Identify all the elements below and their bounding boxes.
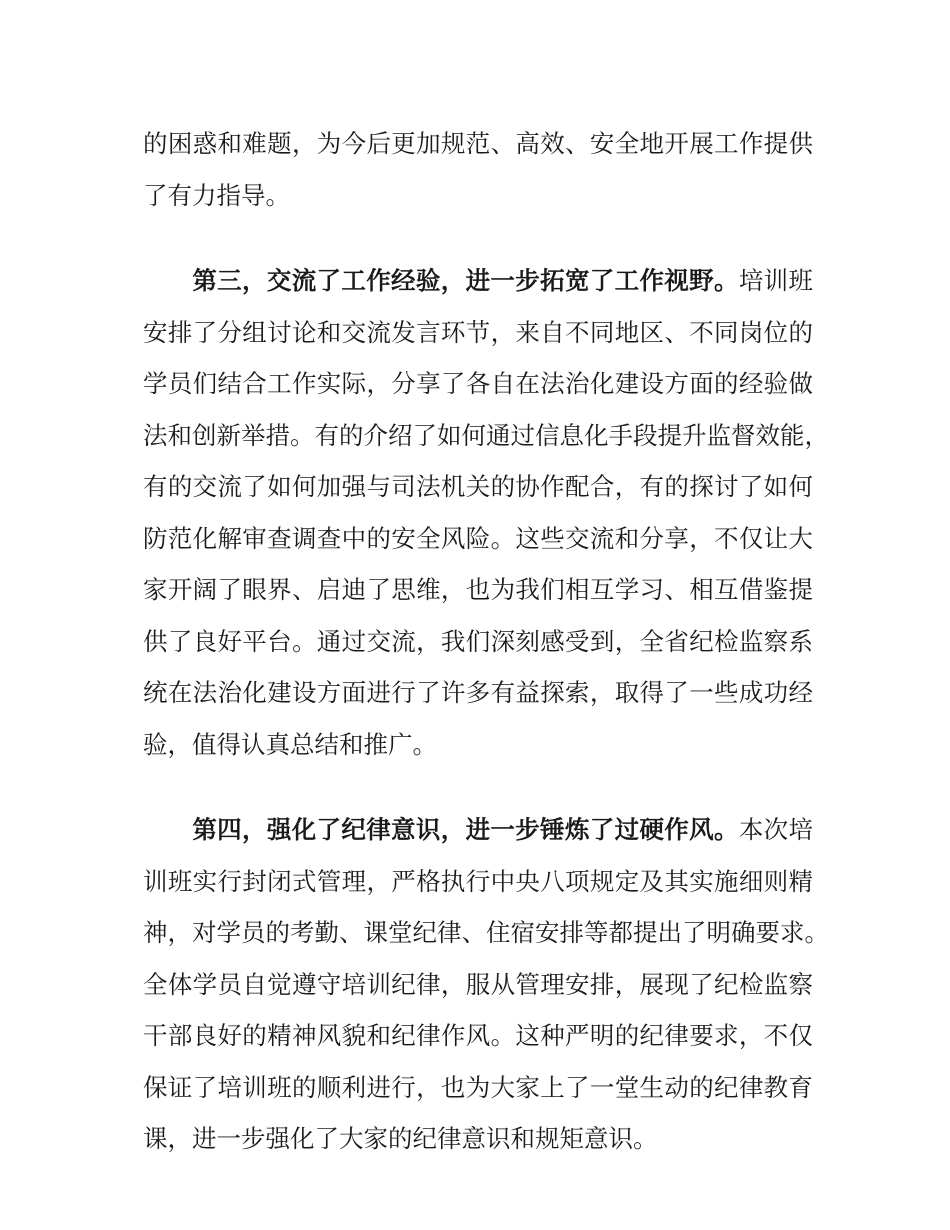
text-line: 有的交流了如何加强与司法机关的协作配合，有的探讨了如何 [143,472,813,501]
text-line: 训班实行封闭式管理，严格执行中央八项规定及其实施细则精 [143,866,813,896]
paragraph-first-line [143,255,813,307]
text-line: 法和创新举措。有的介绍了如何通过信息化手段提升监督效能， [143,420,829,450]
text-run: 本次培 [738,815,814,844]
text-line: 家开阔了眼界、启迪了思维，也为我们相互学习、相互借鉴提 [143,575,813,604]
text-line: 统在法治化建设方面进行了许多有益探索，取得了一些成功经 [143,678,813,707]
paragraph-first-line [143,804,813,856]
text-line: 供了良好平台。通过交流，我们深刻感受到，全省纪检监察系 [143,626,813,656]
paragraph-heading: 第四，强化了纪律意识，进一步锤炼了过硬作风。 [192,815,739,844]
text-line: 验，值得认真总结和推广。 [143,729,437,759]
text-line: 全体学员自觉遵守培训纪律，服从管理安排，展现了纪检监察 [143,969,813,999]
document-page [143,118,829,1165]
text-line: 学员们结合工作实际，分享了各自在法治化建设方面的经验做 [143,369,813,398]
text-run: 培训班 [738,266,814,295]
text-line: 安排了分组讨论和交流发言环节，来自不同地区、不同岗位的 [143,317,813,347]
paragraph-fourth-point [143,804,829,1165]
text-line: 干部良好的精神风貌和纪律作风。这种严明的纪律要求，不仅 [143,1021,813,1050]
text-line: 课，进一步强化了大家的纪律意识和规矩意识。 [143,1124,658,1153]
text-line: 防范化解审查调查中的安全风险。这些交流和分享，不仅让大 [143,523,813,553]
text-line: 保证了培训班的顺利进行，也为大家上了一堂生动的纪律教育 [143,1072,813,1102]
paragraph-heading: 第三，交流了工作经验，进一步拓宽了工作视野。 [192,266,739,295]
paragraph-continuation [143,118,813,221]
text-line: 神，对学员的考勤、课堂纪律、住宿安排等都提出了明确要求。 [143,918,829,947]
text-line: 了有力指导。 [143,180,290,210]
paragraph-third-point [143,255,829,770]
text-line: 的困惑和难题，为今后更加规范、高效、安全地开展工作提供 [143,129,813,158]
